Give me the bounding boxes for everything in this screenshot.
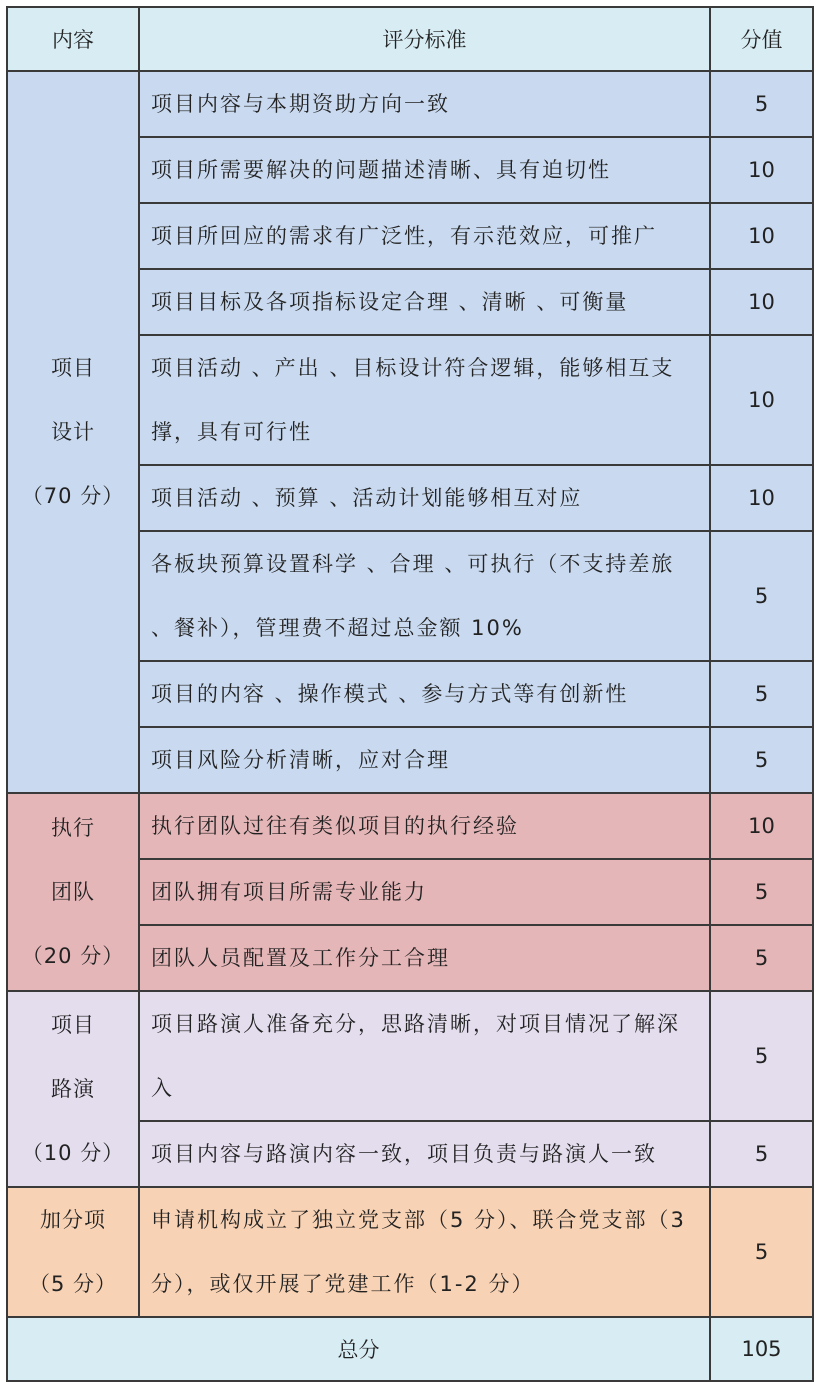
category-team [7, 793, 139, 991]
total-row [7, 1317, 813, 1381]
criteria-cell: 项目所需要解决的问题描述清晰、具有迫切性 [139, 137, 710, 203]
criteria-cell: 项目内容与路演内容一致，项目负责与路演人一致 [139, 1121, 710, 1187]
category-line: 项目 [51, 356, 95, 380]
score-cell: 5 [710, 859, 813, 925]
criteria-cell: 执行团队过往有类似项目的执行经验 [139, 793, 710, 859]
criteria-cell: 申请机构成立了独立党支部（5 分）、联合党支部（3 分），或仅开展了党建工作（1-2 分） [139, 1187, 710, 1317]
header-criteria: 评分标准 [139, 7, 710, 71]
category-line: 加分项 [40, 1208, 106, 1232]
category-pitch [7, 991, 139, 1187]
table-row [7, 793, 813, 859]
criteria-cell: 团队拥有项目所需专业能力 [139, 859, 710, 925]
score-cell: 5 [710, 925, 813, 991]
total-label: 总分 [7, 1317, 710, 1381]
score-cell: 5 [710, 1187, 813, 1317]
category-line: （5 分） [28, 1272, 118, 1296]
criteria-cell: 项目的内容 、操作模式 、参与方式等有创新性 [139, 661, 710, 727]
score-cell: 5 [710, 1121, 813, 1187]
category-bonus [7, 1187, 139, 1317]
header-row [7, 7, 813, 71]
criteria-cell: 项目活动 、产出 、目标设计符合逻辑，能够相互支撑，具有可行性 [139, 335, 710, 465]
criteria-cell: 项目活动 、预算 、活动计划能够相互对应 [139, 465, 710, 531]
score-cell: 10 [710, 203, 813, 269]
category-line: 执行 [51, 816, 95, 840]
score-cell: 10 [710, 137, 813, 203]
criteria-cell: 项目目标及各项指标设定合理 、清晰 、可衡量 [139, 269, 710, 335]
scoring-table [6, 6, 814, 1382]
criteria-cell: 项目路演人准备充分，思路清晰，对项目情况了解深入 [139, 991, 710, 1121]
score-cell: 10 [710, 793, 813, 859]
criteria-cell: 项目所回应的需求有广泛性，有示范效应，可推广 [139, 203, 710, 269]
score-cell: 5 [710, 661, 813, 727]
score-cell: 5 [710, 991, 813, 1121]
table-row [7, 71, 813, 137]
category-line: 团队 [51, 880, 95, 904]
category-design [7, 71, 139, 793]
total-score: 105 [710, 1317, 813, 1381]
table-row [7, 991, 813, 1121]
score-cell: 5 [710, 727, 813, 793]
header-category: 内容 [7, 7, 139, 71]
category-line: 路演 [51, 1077, 95, 1101]
score-cell: 10 [710, 465, 813, 531]
criteria-cell: 项目风险分析清晰，应对合理 [139, 727, 710, 793]
table-row [7, 1187, 813, 1317]
criteria-cell: 项目内容与本期资助方向一致 [139, 71, 710, 137]
category-line: （70 分） [21, 484, 125, 508]
category-line: （20 分） [21, 944, 125, 968]
score-cell: 5 [710, 71, 813, 137]
category-line: 设计 [51, 420, 95, 444]
category-line: 项目 [51, 1013, 95, 1037]
score-cell: 5 [710, 531, 813, 661]
score-cell: 10 [710, 269, 813, 335]
criteria-cell: 各板块预算设置科学 、合理 、可执行（不支持差旅 、餐补），管理费不超过总金额 10% [139, 531, 710, 661]
score-cell: 10 [710, 335, 813, 465]
criteria-cell: 团队人员配置及工作分工合理 [139, 925, 710, 991]
header-score: 分值 [710, 7, 813, 71]
category-line: （10 分） [21, 1141, 125, 1165]
